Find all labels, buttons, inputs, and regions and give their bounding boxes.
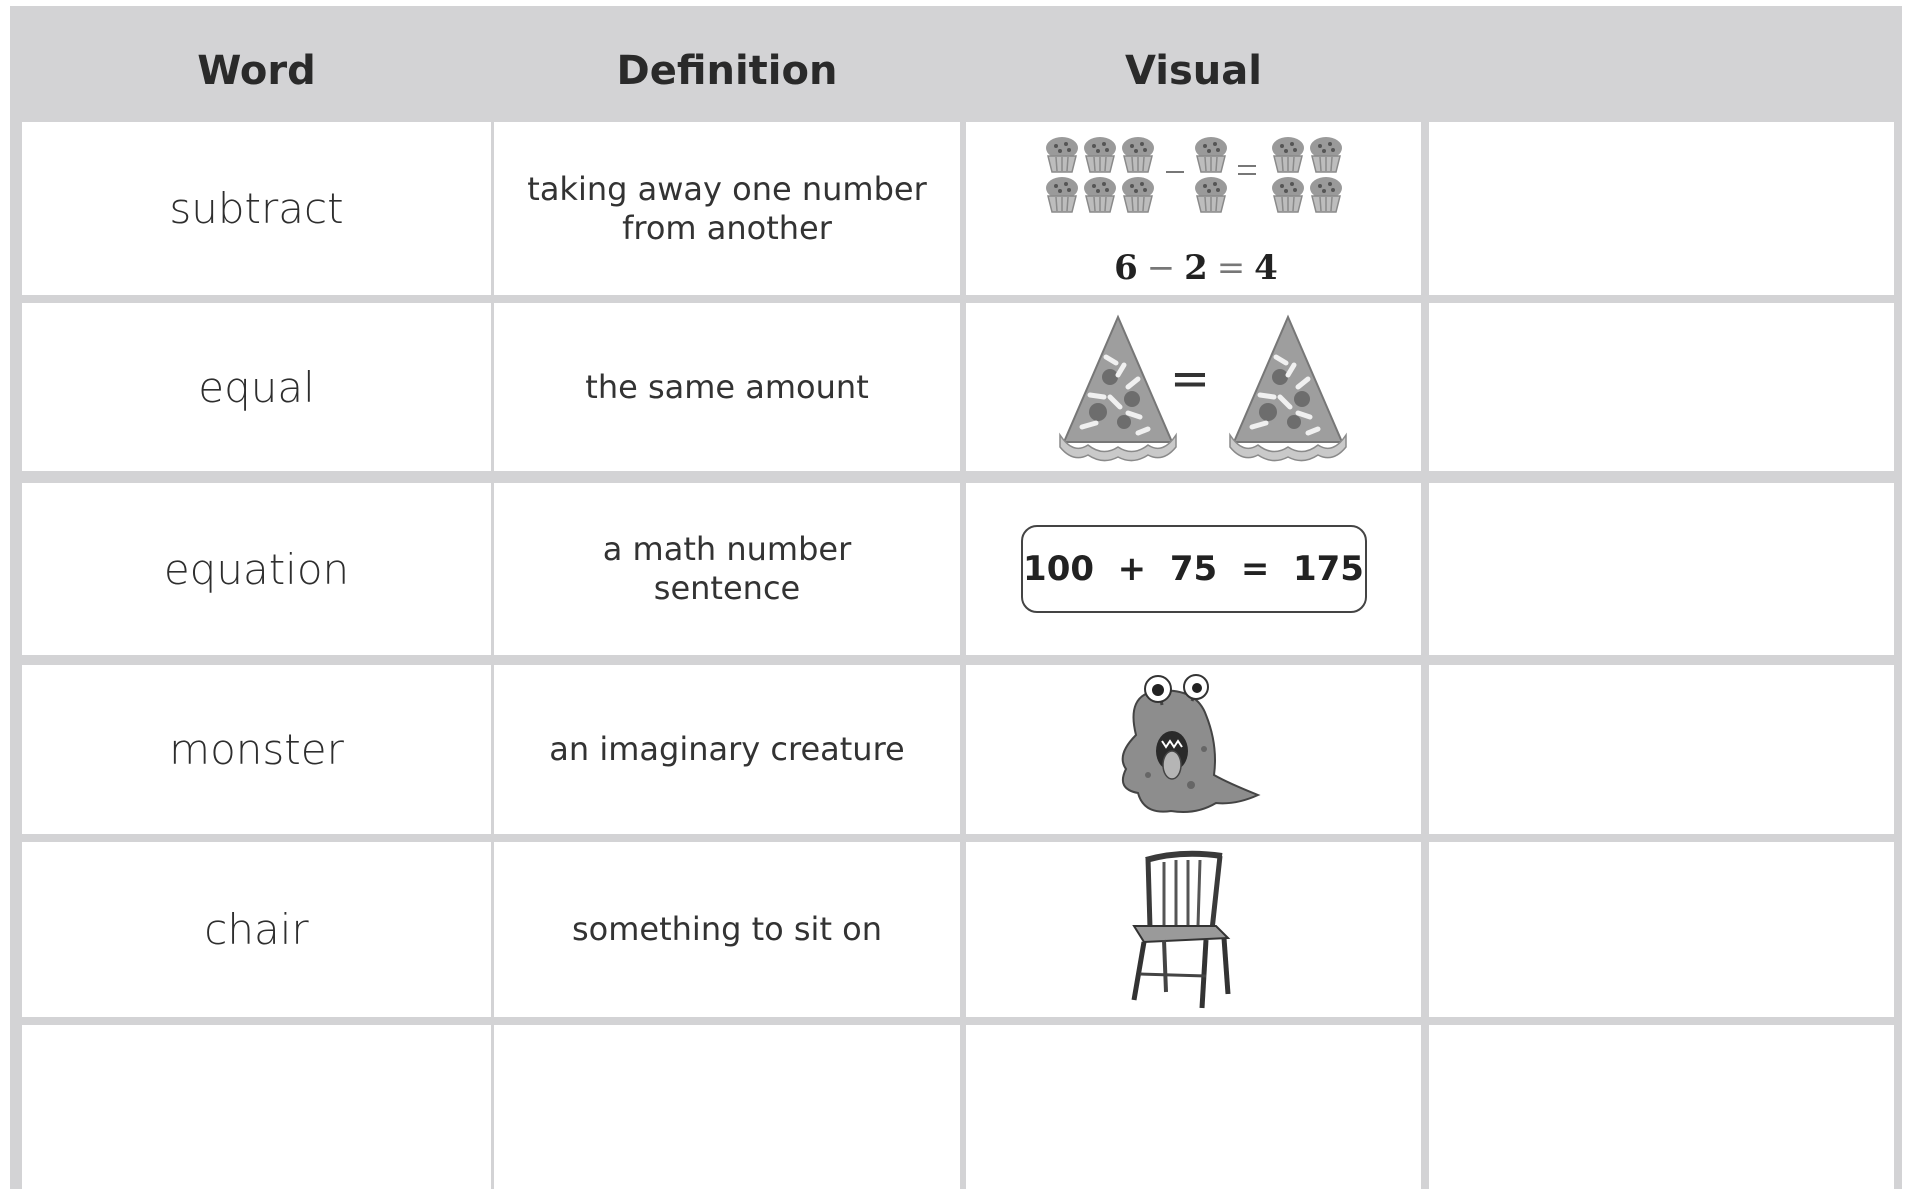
header-word: Word: [22, 16, 491, 126]
monster-icon: [966, 665, 1421, 834]
definition-text: an imaginary creature: [549, 730, 905, 768]
word-text: monster: [169, 725, 344, 774]
definition-cell: [494, 665, 960, 834]
cupcake-icon: [1046, 137, 1342, 212]
definition-text: a math number sentence: [602, 530, 852, 607]
equal-sign: =: [1169, 351, 1211, 407]
definition-cell: [494, 122, 960, 295]
definition-text: taking away one number from another: [527, 169, 927, 247]
definition-cell: [494, 842, 960, 1017]
visual-cell: [966, 1025, 1421, 1189]
equation-term: 6: [1114, 248, 1138, 288]
equation-term: 4: [1254, 248, 1278, 288]
word-text: equation: [163, 544, 350, 594]
blank-cell: [1429, 842, 1894, 1017]
word-text: chair: [204, 905, 309, 954]
header-blank: [1429, 16, 1894, 126]
chair-icon: [966, 842, 1421, 1017]
definition-text: the same amount: [585, 367, 869, 406]
vocabulary-table: [10, 6, 1902, 1189]
equation-box: 100 + 75 = 175: [1021, 525, 1367, 613]
visual-cell: [966, 665, 1421, 834]
word-text: equal: [198, 362, 315, 412]
word-text: subtract: [169, 184, 344, 233]
blank-cell: [1429, 122, 1894, 295]
word-cell: [22, 1025, 491, 1189]
blank-cell: [1429, 665, 1894, 834]
equation-operator: =: [1216, 248, 1246, 288]
pizza-equal-visual: [966, 303, 1421, 471]
equation-operator: −: [1146, 248, 1176, 288]
blank-cell: [1429, 1025, 1894, 1189]
definition-cell: [494, 483, 960, 655]
equation-term: 2: [1184, 248, 1208, 288]
blank-cell: [1429, 303, 1894, 471]
visual-cell: [966, 122, 1421, 295]
definition-cell: [494, 303, 960, 471]
word-cell: [22, 665, 491, 834]
definition-cell: [494, 1025, 960, 1189]
visual-cell: [966, 842, 1421, 1017]
cupcake-subtraction-visual: [966, 122, 1421, 295]
visual-cell: [966, 483, 1421, 655]
definition-text: something to sit on: [571, 910, 883, 948]
header-definition: Definition: [494, 16, 960, 126]
header-visual: Visual: [966, 16, 1421, 126]
visual-cell: [966, 303, 1421, 471]
word-cell: [22, 842, 491, 1017]
blank-cell: [1429, 483, 1894, 655]
word-cell: [22, 303, 491, 471]
word-cell: [22, 122, 491, 295]
word-cell: [22, 483, 491, 655]
